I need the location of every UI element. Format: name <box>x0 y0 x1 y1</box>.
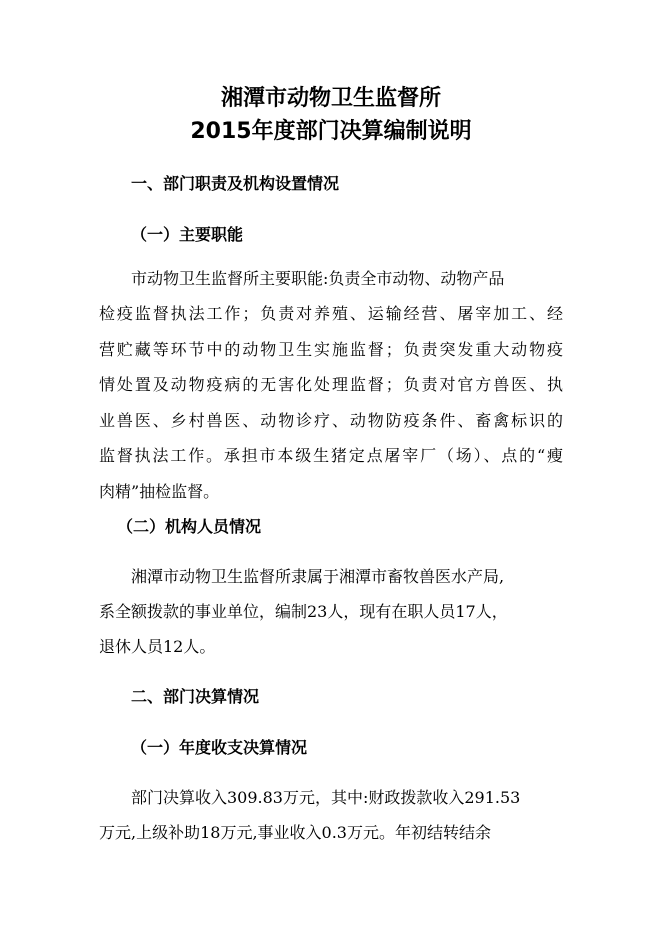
para1-line: 肉精”抽检监督。 <box>99 482 220 501</box>
para3-line: 部门决算收入309.83万元，其中:财政拨款收入291.53 <box>131 788 521 807</box>
para2-line: 退休人员12人。 <box>99 637 216 656</box>
para1-line: 业兽医、乡村兽医、动物诊疗、动物防疫条件、畜禽标识的 <box>99 411 563 430</box>
para1-line: 情处置及动物疫病的无害化处理监督；负责对官方兽医、执 <box>99 375 563 394</box>
section1-heading: 一、部门职责及机构设置情况 <box>131 174 340 193</box>
para3-line: 万元,上级补助18万元,事业收入0.3万元。年初结转结余 <box>99 823 491 842</box>
document-title-line2: 2015年度部门决算编制说明 <box>190 119 472 144</box>
para1-line: 检疫监督执法工作；负责对养殖、运输经营、屠宰加工、经 <box>99 304 563 323</box>
para1-line: 监督执法工作。承担市本级生猪定点屠宰厂（场）、点的“瘦 <box>99 446 563 465</box>
para2-line: 系全额拨款的事业单位，编制23人，现有在职人员17人， <box>99 602 508 621</box>
para1-line: 营贮藏等环节中的动物卫生实施监督；负责突发重大动物疫 <box>99 340 563 359</box>
sub2-heading: （二）机构人员情况 <box>117 517 262 536</box>
para2-line: 湘潭市动物卫生监督所隶属于湘潭市畜牧兽医水产局, <box>131 567 505 586</box>
para1-line: 市动物卫生监督所主要职能:负责全市动物、动物产品 <box>131 269 505 288</box>
document-title-line1: 湘潭市动物卫生监督所 <box>220 86 441 111</box>
sub3-heading: （一）年度收支决算情况 <box>131 738 308 757</box>
sub1-heading: （一）主要职能 <box>131 225 244 244</box>
section2-heading: 二、部门决算情况 <box>131 687 260 706</box>
